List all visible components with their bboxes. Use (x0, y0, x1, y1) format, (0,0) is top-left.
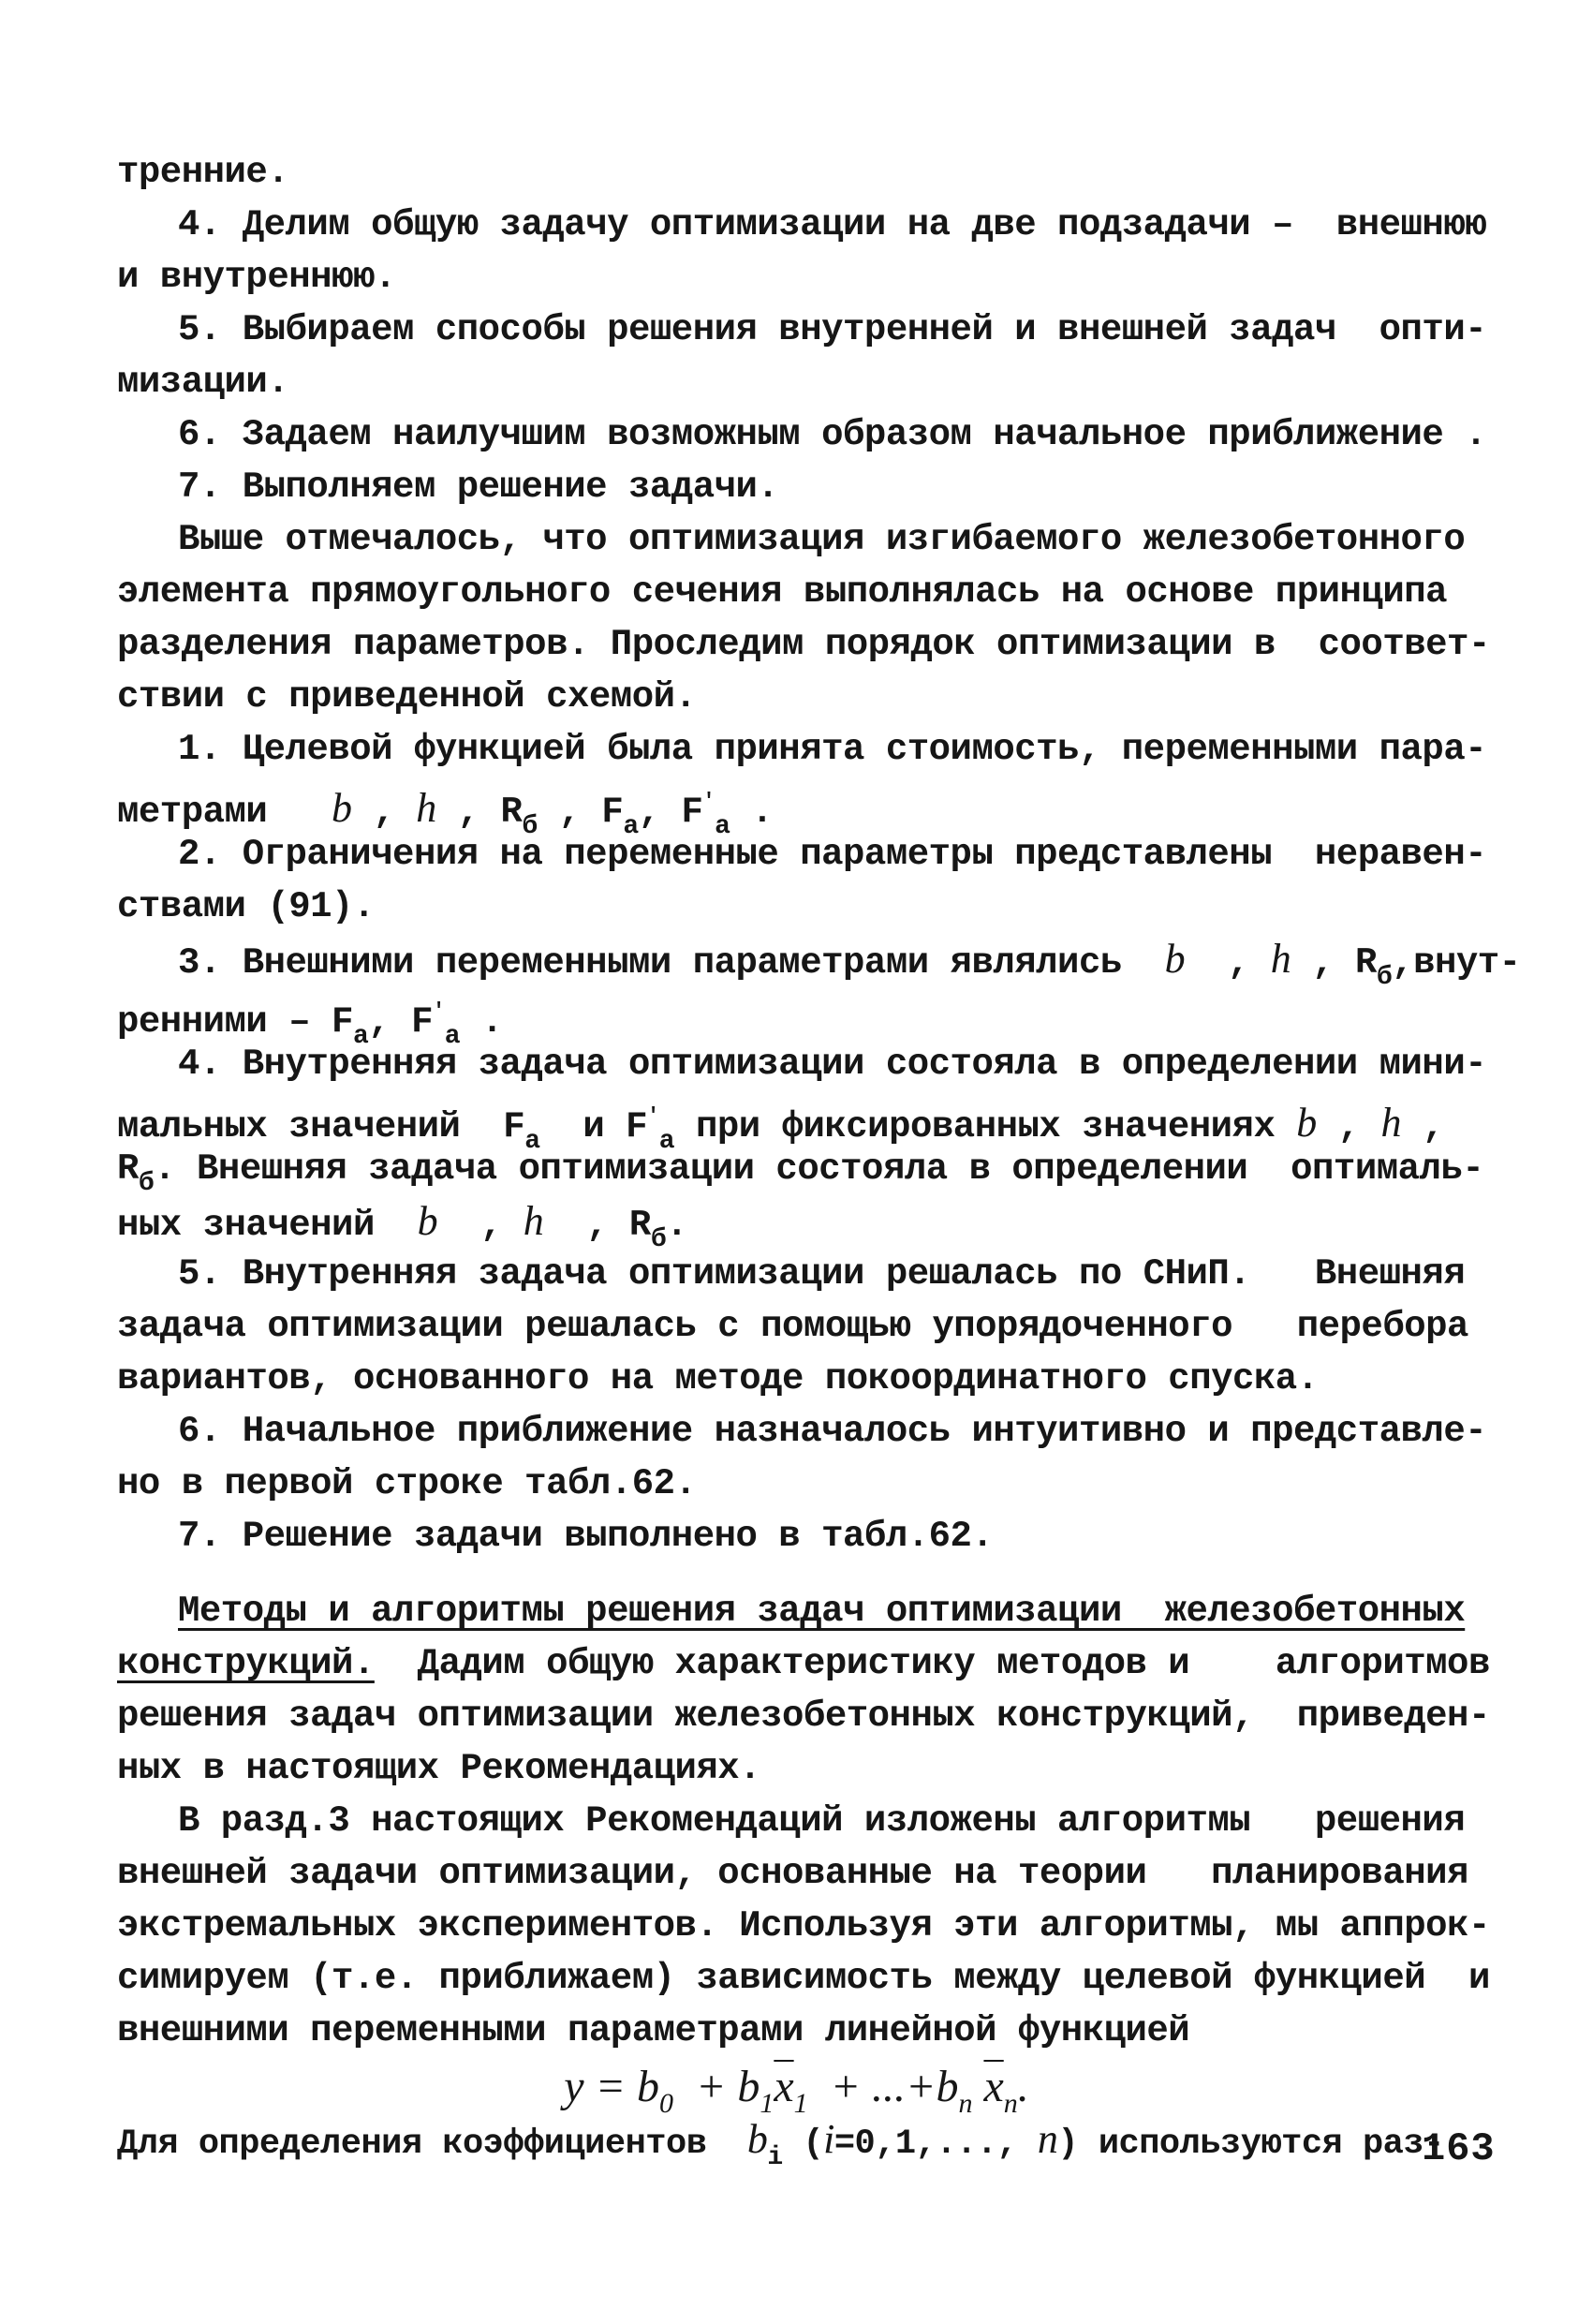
text-line: ствии с приведенной схемой. (117, 676, 697, 718)
punct: . (1017, 2062, 1029, 2111)
var-h: h (416, 785, 436, 831)
text-line: 1. Целевой функцией была принята стоимость, переменными пара- (178, 729, 1487, 770)
var-f: F (503, 1106, 525, 1147)
text-line: тренние. (117, 152, 289, 193)
text-line: 7. Выполняем решение задачи. (178, 466, 779, 508)
text-line: 4. Внутренняя задача оптимизации состояла в определении мини- (178, 1044, 1487, 1085)
subscript: а (715, 812, 730, 841)
formula-b: b (936, 2062, 959, 2111)
prime-mark: ' (432, 999, 445, 1023)
text-segment: 3. Внешними переменными параметрами являлись (178, 942, 1122, 984)
text-line: 6. Задаем наилучшим возможным образом начальное приближение . (178, 414, 1487, 455)
subscript: б (138, 1169, 155, 1198)
formula-sub: 1 (793, 2088, 808, 2119)
page-number: 163 (1422, 2126, 1496, 2171)
text-line: вариантов, основанного на методе покоординатного спуска. (117, 1358, 1319, 1399)
var-n: n (1037, 2116, 1058, 2162)
var-b: b (1164, 936, 1186, 982)
punct: , (558, 792, 581, 833)
text-line: ствами (91). (117, 886, 375, 927)
text-segment: мальных значений (117, 1106, 461, 1147)
formula-eq: = (595, 2062, 626, 2111)
text-segment: Для определения коэффициентов (117, 2124, 707, 2164)
var-r: R (628, 1205, 651, 1246)
var-r: R (500, 792, 523, 833)
var-b: b (332, 785, 352, 831)
text-segment: и (583, 1106, 605, 1147)
punct: , (457, 792, 479, 833)
formula-plus: + (695, 2062, 727, 2111)
text-segment: . Внешняя задача оптимизации состояла в определении оптималь- (154, 1148, 1484, 1190)
var-r: R (1354, 942, 1377, 984)
text-segment: ) (1057, 2124, 1079, 2164)
text-line: задача оптимизации решалась с помощью упорядоченного перебора (117, 1306, 1468, 1347)
punct: . (666, 1205, 688, 1246)
text-line: но в первой строке табл.62. (117, 1463, 697, 1504)
text-line: разделения параметров. Проследим порядок оптимизации в соответ- (117, 624, 1490, 665)
var-h: h (1380, 1100, 1401, 1146)
text-line: 6. Начальное приближение назначалось интуитивно и представле- (178, 1411, 1487, 1452)
var-r: R (117, 1148, 139, 1190)
punct: , (1227, 942, 1249, 984)
formula-sub: n (958, 2088, 973, 2119)
formula-dots: ...+ (872, 2062, 937, 2111)
prime-mark: ' (702, 790, 715, 813)
subscript: б (1376, 963, 1393, 992)
subscript: а (658, 1127, 675, 1156)
formula-sub: 0 (658, 2088, 673, 2119)
formula-sub: 1 (760, 2088, 774, 2119)
punct: . (751, 792, 774, 833)
formula-b: b (636, 2062, 659, 2111)
text-line: внешней задачи оптимизации, основанные на теории планирования (117, 1853, 1468, 1894)
var-f-prime: F (626, 1106, 648, 1147)
formula-sub: n (1003, 2088, 1018, 2119)
section-heading: Методы и алгоритмы решения задач оптимизации железобетонных (178, 1591, 1466, 1632)
punct: , (1312, 942, 1335, 984)
subscript: а (444, 1022, 460, 1051)
var-f-prime: F (411, 1001, 433, 1043)
text-segment: метрами (117, 792, 268, 833)
text-line: решения задач оптимизации железобетонных конструкций, приведен- (117, 1695, 1490, 1737)
subscript: а (524, 1127, 540, 1156)
section-heading-end: конструкций. (117, 1643, 375, 1684)
subscript: а (623, 812, 639, 841)
punct: , (373, 792, 395, 833)
var-h: h (1270, 936, 1291, 982)
var-b: b (417, 1198, 438, 1244)
punct: , (368, 1001, 391, 1043)
text-segment: внут- (1413, 942, 1521, 984)
text-line: 4. Делим общую задачу оптимизации на две подзадачи – внешнюю (178, 204, 1487, 245)
text-line: ных в настоящих Рекомендациях. (117, 1748, 761, 1789)
text-line: экстремальных экспериментов. Используя эти алгоритмы, мы аппрок- (117, 1905, 1490, 1947)
prime-mark: ' (647, 1104, 659, 1128)
text-segment: используются раз- (1098, 2124, 1444, 2164)
text-line: симируем (т.е. приближаем) зависимость между целевой функцией и (117, 1958, 1490, 1999)
text-line-with-params (117, 2115, 1444, 2183)
subscript: б (650, 1225, 667, 1254)
text-segment: ( (803, 2124, 824, 2164)
punct: , (586, 1205, 609, 1246)
text-segment: ренними – (117, 1001, 311, 1043)
punct: . (480, 1001, 503, 1043)
var-b: b (746, 2116, 768, 2162)
text-line: 2. Ограничения на переменные параметры представлены неравен- (178, 834, 1487, 875)
var-h: h (523, 1198, 544, 1244)
text-line: 5. Выбираем способы решения внутренней и внешней задач опти- (178, 309, 1487, 350)
var-f-prime: F (681, 792, 703, 833)
text-line-with-heading (117, 1639, 1490, 1688)
punct: , (1422, 1106, 1444, 1147)
punct: , (638, 792, 660, 833)
formula-plus: + (830, 2062, 862, 2111)
formula-x: $\overline{x}$ (774, 2062, 794, 2111)
text-line: В разд.3 настоящих Рекомендаций изложены алгоритмы решения (178, 1800, 1466, 1842)
text-segment: Дадим общую характеристику методов и алгоритмов (417, 1643, 1490, 1684)
text-line: мизации. (117, 362, 289, 403)
text-line: 5. Внутренняя задача оптимизации решалась по СНиП. Внешняя (178, 1253, 1466, 1295)
subscript: а (352, 1022, 369, 1051)
punct: , (479, 1205, 502, 1246)
var-f: F (601, 792, 624, 833)
var-b: b (1296, 1100, 1317, 1146)
punct: , (1392, 942, 1414, 984)
text-line: элемента прямоугольного сечения выполнялась на основе принципа (117, 571, 1448, 613)
text-segment: ных значений (117, 1205, 375, 1246)
text-line: и внутреннюю. (117, 257, 396, 298)
formula-x: $\overline{x}$ (983, 2062, 1004, 2111)
var-i: i (823, 2116, 834, 2162)
var-f: F (332, 1001, 353, 1043)
formula-b: b (737, 2062, 760, 2111)
formula-y: y (564, 2062, 584, 2111)
text-segment: =0,1,..., (833, 2124, 1018, 2164)
text-line: Выше отмечалось, что оптимизация изгибаемого железобетонного (178, 519, 1466, 560)
subscript: б (522, 812, 538, 841)
text-line: 7. Решение задачи выполнено в табл.62. (178, 1516, 994, 1557)
text-segment: при фиксированных значениях (695, 1106, 1276, 1147)
text-line: внешними переменными параметрами линейной функцией (117, 2010, 1190, 2051)
punct: , (1337, 1106, 1360, 1147)
subscript: i (767, 2143, 783, 2172)
